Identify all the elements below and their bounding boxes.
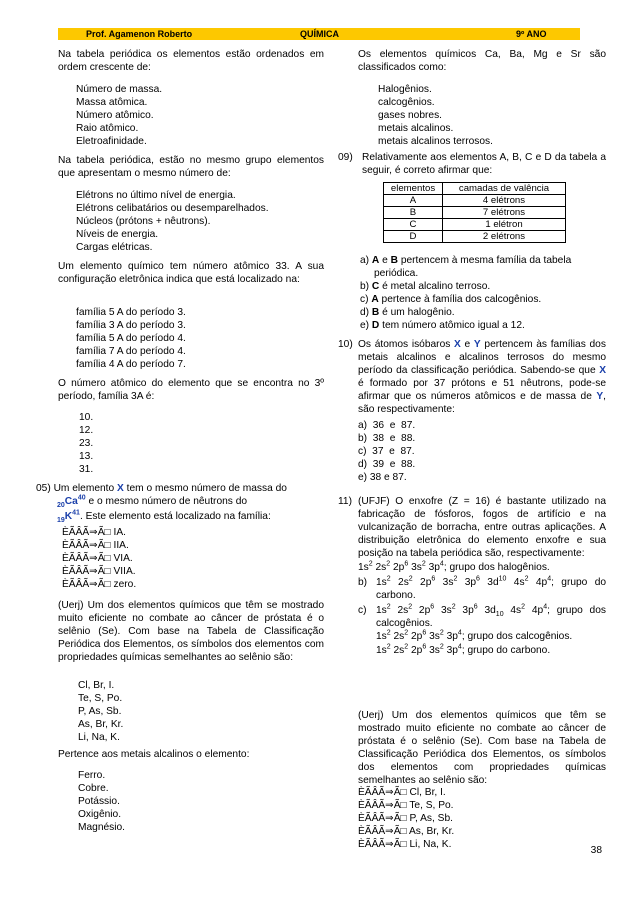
q5-stem-d: . Este elemento está localizado na família:	[79, 511, 271, 523]
option: metais alcalinos.	[378, 123, 454, 135]
missing-glyph-icon: □	[104, 540, 111, 552]
q10-number: 10)	[338, 339, 353, 350]
option: Halogênios.	[378, 84, 432, 95]
q2-stem: Na tabela periódica, estão no mesmo grupo elementos que apresentam o mesmo número de:	[58, 155, 324, 180]
q5-number: 05)	[36, 483, 51, 494]
option: d) 39 e 88.	[358, 459, 416, 471]
garbled-bullet: ÈÃÂÃ⇒Ã	[62, 579, 105, 591]
q6-options	[78, 679, 123, 744]
missing-glyph-icon: □	[104, 527, 111, 538]
option: VIIA.	[113, 566, 136, 578]
option: Níveis de energia.	[76, 229, 159, 241]
garbled-bullet: ÈÃÂÃ⇒Ã	[62, 527, 105, 538]
option: Núcleos (prótons + nêutrons).	[76, 216, 211, 228]
table-cell: 7 elétrons	[443, 207, 566, 219]
table-row	[384, 195, 566, 207]
q1-options	[76, 83, 162, 148]
option: a) 36 e 87.	[358, 420, 416, 431]
garbled-bullet: ÈÃÂÃ⇒Ã	[358, 839, 401, 851]
table-row	[384, 219, 566, 231]
q3-stem: Um elemento químico tem número atômico 33. A sua configuração eletrônica indica que está localizado na:	[58, 261, 324, 286]
option: b) C é metal alcalino terroso.	[360, 281, 491, 293]
option: família 5 A do período 3.	[76, 307, 186, 318]
q5	[36, 482, 324, 523]
q11-stem: (UFJF) O enxofre (Z = 16) é bastante utilizado na fabricação de fósforos, fogos de artifício e na vulcanização de borracha, entre outras aplicações. A distribuição eletrônica do elemento enxofre e sua posição na tabela periódica são, respectivamente:	[358, 496, 606, 560]
q5-stem-c: e o mesmo número de nêutrons do	[88, 496, 248, 508]
q7-stem: Pertence aos metais alcalinos o elemento:	[58, 749, 250, 760]
option: VIA.	[113, 553, 133, 565]
q9-options	[360, 254, 606, 333]
k-mass-number: 41	[72, 509, 80, 517]
option: As, Br, Kr.	[408, 826, 455, 838]
table-cell: D	[384, 231, 443, 243]
option: Eletroafinidade.	[76, 136, 147, 148]
option: c) 37 e 87.	[358, 446, 415, 458]
option: família 4 A do período 7.	[76, 359, 186, 371]
q9-stem: Relativamente aos elementos A, B, C e D da tabela a seguir, é correto afirmar que:	[362, 152, 606, 177]
k-symbol: K	[64, 511, 73, 523]
q7-options	[78, 769, 125, 834]
option: Número atômico.	[76, 110, 154, 122]
missing-glyph-icon: □	[400, 813, 407, 825]
q5-stem-a: Um elemento	[53, 483, 115, 494]
option: c) A pertence à família dos calcogênios.	[360, 294, 542, 306]
option: Te, S, Po.	[78, 693, 123, 705]
garbled-bullet: ÈÃÂÃ⇒Ã	[358, 800, 401, 812]
option: Te, S, Po.	[409, 800, 454, 812]
ca-symbol: Ca	[64, 496, 78, 508]
option: Potássio.	[78, 796, 120, 808]
table-header: camadas de valência	[443, 183, 566, 195]
option: Elétrons celibatários ou desemparelhados.	[76, 203, 269, 215]
missing-glyph-icon: □	[104, 579, 111, 591]
table-cell: C	[384, 219, 443, 231]
q3-options	[76, 306, 186, 371]
option: 13.	[79, 451, 94, 463]
option: c) $1s^2$ $2s^2$ $2p^6$ $3s^2$ $3p^6$ $3d_{10}$ $4s^2$ $4p^4$; grupo dos calcogênios.	[358, 603, 606, 630]
option: e) 38 e 87.	[358, 472, 407, 484]
option: 31.	[79, 464, 94, 476]
q1-stem: Na tabela periódica os elementos estão ordenados em ordem crescente de:	[58, 49, 324, 74]
option: Número de massa.	[76, 84, 163, 95]
header-grade: 9º ANO	[516, 29, 547, 39]
option: Cl, Br, I.	[409, 787, 446, 798]
option: metais alcalinos terrosos.	[378, 136, 493, 148]
header-author: Prof. Agamenon Roberto	[86, 29, 193, 39]
q11-options	[358, 561, 606, 657]
option: P, As, Sb.	[78, 706, 122, 718]
q5-k-nuclide	[57, 509, 80, 525]
q8-options	[378, 83, 493, 148]
q11-number: 11)	[338, 496, 352, 507]
missing-glyph-icon: □	[104, 566, 111, 578]
option: família 5 A do período 4.	[76, 333, 186, 345]
q4-stem: O número atômico do elemento que se encontra no 3º período, família 3A é:	[58, 378, 324, 403]
q5-stem-b: tem o mesmo número de massa do	[126, 483, 287, 494]
missing-glyph-icon: □	[104, 553, 111, 565]
garbled-bullet: ÈÃÂÃ⇒Ã	[358, 826, 401, 838]
option: família 7 A do período 4.	[76, 346, 186, 358]
option: IIA.	[113, 540, 129, 552]
page-header	[58, 28, 580, 40]
q9-number: 09)	[338, 152, 353, 163]
missing-glyph-icon: □	[400, 800, 407, 812]
option: P, As, Sb.	[409, 813, 453, 825]
option: d) B é um halogênio.	[360, 307, 455, 319]
garbled-bullet: ÈÃÂÃ⇒Ã	[62, 566, 105, 578]
table-row	[384, 231, 566, 243]
option: Li, Na, K.	[409, 839, 452, 851]
table-cell: 1 elétron	[443, 219, 566, 231]
q10-stem: Os átomos isóbaros X e Y pertencem às famílias dos metais alcalinos e alcalinos terrosos do mesmo período da classificação periódica. Sabendo-se que X é formado por 37 prótons e 51 nêutrons, pode-se afirmar que os números atômicos e de massa de Y, são respectivamente:	[358, 339, 606, 416]
option: calcogênios.	[378, 97, 435, 109]
option: Cl, Br, I.	[78, 680, 115, 691]
option: Oxigênio.	[78, 809, 122, 821]
q12-options	[358, 786, 454, 851]
garbled-bullet: ÈÃÂÃ⇒Ã	[62, 553, 105, 565]
option: 12.	[79, 425, 94, 437]
q9-table	[383, 182, 566, 243]
q8-stem: Os elementos químicos Ca, Ba, Mg e Sr são classificados como:	[358, 49, 606, 74]
q5-x: X	[117, 483, 124, 494]
table-row	[384, 207, 566, 219]
option: Li, Na, K.	[78, 732, 120, 744]
option: Ferro.	[78, 770, 106, 781]
option: a) A e B pertencem à mesma família da tabela periódica.	[360, 255, 572, 280]
option: $1s^2$ $2s^2$ $2p^6$ $3s^2$ $3p^4$; grupo dos calcogênios.	[376, 630, 573, 643]
option: IA.	[113, 527, 126, 538]
q4-options	[79, 411, 93, 476]
option: $1s^2$ $2s^2$ $2p^6$ $3s^2$ $3p^4$; grupo dos halogênios.	[358, 560, 550, 573]
option: e) D tem número atômico igual a 12.	[360, 320, 525, 332]
q12-stem: (Uerj) Um dos elementos químicos que têm se mostrado muito eficiente no combate ao câncer de próstata é o selênio (Se). Com base na Tabela de Classificação Periódica dos Elementos, os símbolos dos elementos com propriedades químicas semelhantes ao selênio são:	[358, 710, 606, 787]
table-cell: 2 elétrons	[443, 231, 566, 243]
ca-atomic-number: 20	[57, 502, 65, 510]
garbled-bullet: ÈÃÂÃ⇒Ã	[358, 813, 401, 825]
option: família 3 A do período 3.	[76, 320, 186, 332]
table-cell: A	[384, 195, 443, 207]
missing-glyph-icon: □	[400, 787, 407, 798]
table-cell: 4 elétrons	[443, 195, 566, 207]
q2-options	[76, 189, 269, 254]
header-subject: QUÍMICA	[300, 29, 339, 39]
q5-options	[62, 526, 136, 591]
option: b) 38 e 88.	[358, 433, 416, 445]
table-header: elementos	[384, 183, 443, 195]
garbled-bullet: ÈÃÂÃ⇒Ã	[358, 787, 401, 798]
option: Cargas elétricas.	[76, 242, 153, 254]
option: Massa atômica.	[76, 97, 148, 109]
option: $1s^2$ $2s^2$ $2p^6$ $3s^2$ $3p^4$; grupo do carbono.	[376, 643, 551, 656]
table-cell: B	[384, 207, 443, 219]
option: Raio atômico.	[76, 123, 139, 135]
option: As, Br, Kr.	[78, 719, 124, 731]
option: b) $1s^2$ $2s^2$ $2p^6$ $3s^2$ $3p^6$ $3d^{10}$ $4s^2$ $4p^4$; grupo do carbono.	[358, 575, 607, 602]
option: 23.	[79, 438, 94, 450]
missing-glyph-icon: □	[400, 826, 407, 838]
option: zero.	[113, 579, 137, 591]
q5-ca-nuclide	[57, 494, 86, 510]
q10-options	[358, 419, 415, 484]
option: 10.	[79, 412, 94, 423]
k-atomic-number: 19	[57, 517, 65, 525]
missing-glyph-icon: □	[400, 839, 407, 851]
option: Cobre.	[78, 783, 109, 795]
option: Magnésio.	[78, 822, 126, 834]
page-number: 38	[590, 845, 602, 856]
option: Elétrons no último nível de energia.	[76, 190, 236, 201]
garbled-bullet: ÈÃÂÃ⇒Ã	[62, 540, 105, 552]
ca-mass-number: 40	[77, 494, 86, 502]
option: gases nobres.	[378, 110, 442, 122]
q6-stem: (Uerj) Um dos elementos químicos que têm se mostrado muito eficiente no combate ao câncer de próstata é o selênio (Se). Com base na Tabela de Classificação Periódica dos Elementos, os símbolos dos elementos com propriedades químicas semelhantes ao selênio são:	[58, 600, 324, 664]
